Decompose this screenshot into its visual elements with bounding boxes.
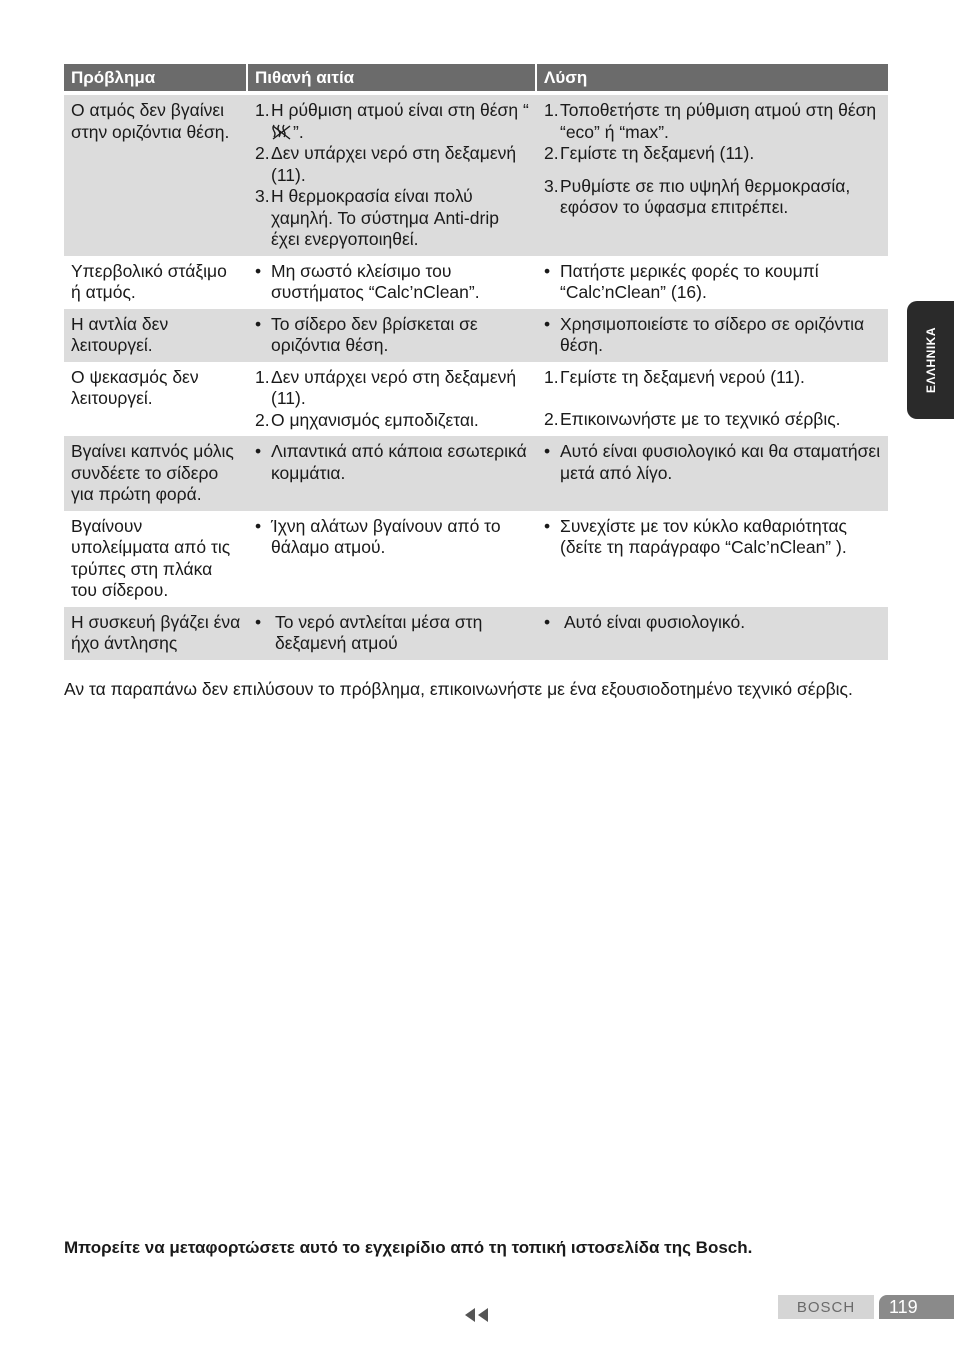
solution-text: Αυτό είναι φυσιολογικό και θα σταματήσει μετά από λίγο. — [560, 441, 881, 483]
table-row — [64, 95, 888, 256]
list-marker: 2. — [544, 143, 559, 163]
cause-cell — [248, 511, 537, 607]
table-header-row — [64, 64, 888, 91]
cause-text: Δεν υπάρχει νερό στη δεξαμενή (11). — [271, 143, 517, 185]
problem-cell: Βγαίνει καπνός μόλις συνδέετε το σίδερο για πρώτη φορά. — [64, 436, 248, 511]
cause-text: Το σίδερο δεν βρίσκεται σε οριζόντια θέση. — [271, 313, 478, 355]
solution-text: Συνεχίστε με τον κύκλο καθαριότητας (δείτε τη παράγραφο “Calc’nClean” ). — [560, 515, 847, 557]
solution-item — [544, 176, 881, 219]
solution-text: Πατήστε μερικές φορές το κουμπί “Calc’nClean” (16). — [560, 260, 819, 302]
solution-item — [544, 441, 881, 484]
cause-cell — [248, 362, 537, 437]
solution-item — [544, 143, 881, 165]
solution-cell — [537, 256, 888, 309]
problem-cell: Βγαίνουν υπολείμματα από τις τρύπες στη πλάκα του σίδερου. — [71, 515, 231, 600]
list-marker: • — [255, 260, 262, 281]
brand-label: BOSCH — [778, 1295, 874, 1319]
cause-cell — [248, 436, 537, 511]
solution-item — [544, 367, 881, 389]
table-row — [64, 607, 888, 660]
solution-text: Τοποθετήστε τη ρύθμιση ατμού στη θέση “eco” ή “max”. — [560, 100, 877, 142]
cause-item — [255, 100, 530, 143]
double-left-arrow-icon[interactable] — [464, 1307, 490, 1328]
list-marker: 2. — [255, 143, 270, 163]
list-marker: 1. — [544, 100, 559, 120]
cause-text: Μη σωστό κλείσιμο του συστήματος “Calc’nClean”. — [271, 260, 480, 302]
cause-item — [255, 186, 530, 251]
problem-cell: Ο ατμός δεν βγαίνει στην οριζόντια θέση. — [64, 95, 248, 256]
list-marker: • — [544, 611, 551, 632]
cause-item — [255, 367, 530, 410]
list-marker: • — [544, 441, 551, 461]
header-problem: Πρόβλημα — [64, 64, 248, 91]
cause-cell — [248, 256, 537, 309]
language-tab — [907, 301, 954, 419]
solution-text: Επικοινωνήστε με το τεχνικό σέρβις. — [560, 409, 841, 429]
list-marker: • — [544, 260, 551, 281]
cause-item — [255, 516, 530, 559]
list-marker: • — [544, 313, 551, 334]
solution-item — [544, 409, 881, 431]
cause-text: Ο μηχανισμός εμποδιζεται. — [271, 409, 479, 430]
solution-item — [544, 100, 881, 143]
no-steam-icon — [271, 123, 293, 141]
list-marker: 3. — [544, 175, 559, 196]
solution-text: Αυτό είναι φυσιολογικό. — [564, 611, 746, 632]
list-marker: 2. — [544, 409, 559, 429]
solution-cell — [537, 511, 888, 607]
table-row — [64, 256, 888, 309]
table-row — [64, 511, 888, 607]
solution-text: Ρυθμίστε σε πιο υψηλή θερμοκρασία, εφόσον το ύφασμα επιτρέπει. — [560, 175, 851, 217]
language-tab-label: ΕΛΛΗΝΙΚΑ — [923, 326, 938, 394]
table-row — [64, 309, 888, 362]
list-marker: 1. — [255, 100, 270, 120]
solution-item — [544, 261, 881, 304]
problem-cell: Υπερβολικό στάξιμο ή ατμός. — [71, 260, 227, 302]
cause-item — [255, 314, 530, 357]
solution-item — [544, 612, 881, 634]
table-row — [64, 362, 888, 437]
page-number: 119 — [879, 1295, 954, 1319]
table-row — [64, 436, 888, 511]
list-marker: • — [255, 313, 262, 334]
solution-text: Χρησιμοποιείστε το σίδερο σε οριζόντια θέση. — [560, 313, 865, 355]
problem-cell: Η αντλία δεν λειτουργεί. — [64, 309, 248, 362]
cause-text: Η ρύθμιση ατμού είναι στη θέση “ — [271, 100, 529, 120]
cause-item — [255, 410, 530, 432]
solution-cell — [537, 436, 888, 511]
solution-cell — [537, 95, 888, 256]
header-cause: Πιθανή αιτία — [248, 64, 537, 91]
solution-item — [544, 314, 881, 357]
download-note: Μπορείτε να μεταφορτώσετε αυτό το εγχειρίδιο από τη τοπική ιστοσελίδα της Bosch. — [64, 1238, 753, 1257]
cause-text-end: ”. — [293, 121, 304, 142]
solution-cell — [537, 362, 888, 437]
cause-item — [255, 612, 530, 655]
solution-cell — [537, 309, 888, 362]
cause-item — [255, 261, 530, 304]
list-marker: • — [255, 515, 262, 536]
solution-text: Γεμίστε τη δεξαμενή νερού (11). — [560, 366, 805, 387]
list-marker: 2. — [255, 409, 270, 430]
cause-text: Ίχνη αλάτων βγαίνουν από το θάλαμο ατμού. — [271, 515, 501, 557]
header-solution: Λύση — [537, 64, 888, 91]
list-marker: 1. — [544, 366, 559, 387]
solution-text: Γεμίστε τη δεξαμενή (11). — [560, 143, 755, 163]
cause-cell — [248, 309, 537, 362]
list-marker: • — [255, 441, 262, 461]
cause-cell — [248, 607, 537, 660]
solution-cell — [537, 607, 888, 660]
cause-text: Η θερμοκρασία είναι πολύ χαμηλή. Το σύστημα Anti-drip έχει ενεργοποιηθεί. — [271, 186, 499, 249]
cause-item — [255, 441, 530, 484]
list-marker: • — [255, 611, 262, 632]
cause-text: Το νερό αντλείται μέσα στη δεξαμενή ατμού — [275, 611, 483, 653]
list-marker: 3. — [255, 186, 270, 206]
cause-text: Δεν υπάρχει νερό στη δεξαμενή (11). — [271, 366, 517, 408]
list-marker: 1. — [255, 366, 270, 387]
cause-text: Λιπαντικά από κάποια εσωτερικά κομμάτια. — [271, 441, 527, 483]
cause-item — [255, 143, 530, 186]
problem-cell: Ο ψεκασμός δεν λειτουργεί. — [71, 366, 199, 408]
problem-cell: Η συσκευή βγάζει ένα ήχο άντλησης — [64, 607, 248, 660]
list-marker: • — [544, 515, 551, 536]
solution-item — [544, 516, 881, 559]
cause-cell — [248, 95, 537, 256]
service-note: Αν τα παραπάνω δεν επιλύσουν το πρόβλημα, επικοινωνήστε με ένα εξουσιοδοτημένο τεχνικό σέρβις. — [64, 679, 853, 699]
troubleshooting-table — [64, 64, 888, 660]
